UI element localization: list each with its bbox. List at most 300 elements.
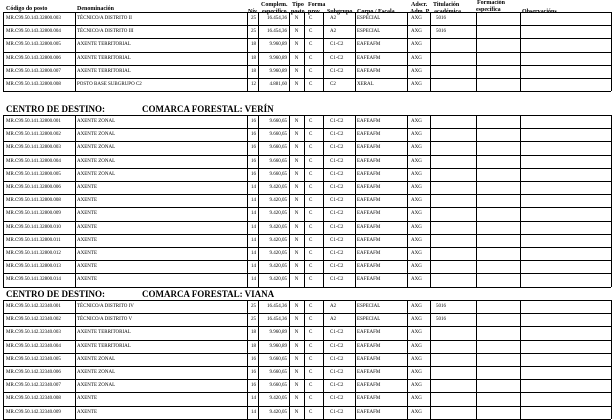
cell-denominacion: AXENTE TERRITORIAL xyxy=(77,42,131,47)
column-divider xyxy=(323,115,324,287)
cell-subgrupo: C1-C2 xyxy=(330,225,344,230)
cell-corpo: EAFEAFM xyxy=(357,198,381,203)
cell-subgrupo: C1-C2 xyxy=(330,198,344,203)
cell-forma: C xyxy=(309,370,313,375)
cell-complemento: 9.960,89 xyxy=(269,42,287,47)
cell-denominacion: AXENTE ZONAL xyxy=(77,357,116,362)
cell-corpo: EAFEAFM xyxy=(357,264,381,269)
column-divider xyxy=(289,12,290,91)
cell-nivel: 25 xyxy=(251,29,256,34)
header-corpo: Corpo / Escala xyxy=(357,9,395,15)
cell-nivel: 14 xyxy=(251,198,256,203)
cell-nivel: 18 xyxy=(251,56,256,61)
cell-nivel: 18 xyxy=(251,42,256,47)
cell-corpo: EAFEAFM xyxy=(357,42,381,47)
cell-forma: C xyxy=(309,119,313,124)
column-divider xyxy=(520,300,521,419)
cell-tipo: N xyxy=(294,383,299,388)
cell-nivel: 14 xyxy=(251,225,256,230)
header-titulacion-1: Titulación xyxy=(433,2,460,8)
cell-adscr: AXG xyxy=(411,29,422,34)
cell-denominacion: TÉCNICO/A DISTRITO III xyxy=(77,29,134,34)
cell-adscr: AXG xyxy=(411,251,422,256)
cell-tipo: N xyxy=(294,344,299,349)
cell-subgrupo: C1-C2 xyxy=(330,264,344,269)
cell-corpo: EAFEAFM xyxy=(357,69,381,74)
cell-corpo: EAFEAFM xyxy=(357,132,381,137)
cell-adscr: AXG xyxy=(411,69,422,74)
cell-corpo: EAFEAFM xyxy=(357,211,381,216)
cell-tipo: N xyxy=(294,251,299,256)
cell-denominacion: TÉCNICO/A DISTRITO V xyxy=(77,317,133,322)
cell-codigo: MR.C99.50.141.32800.008 xyxy=(6,198,61,203)
header-formacion-2: específica xyxy=(476,7,501,13)
cell-subgrupo: C1-C2 xyxy=(330,330,344,335)
cell-tipo: N xyxy=(294,330,299,335)
cell-nivel: 25 xyxy=(251,304,256,309)
cell-complemento: 9.960,89 xyxy=(269,344,287,349)
cell-subgrupo: A2 xyxy=(330,304,337,309)
cell-corpo: EAFEAFM xyxy=(357,370,381,375)
cell-nivel: 25 xyxy=(251,317,256,322)
cell-adscr: AXG xyxy=(411,370,422,375)
cell-denominacion: AXENTE ZONAL xyxy=(77,370,116,375)
cell-corpo: EAFEAFM xyxy=(357,357,381,362)
cell-corpo: EAFEAFM xyxy=(357,330,381,335)
cell-denominacion: AXENTE xyxy=(77,410,97,415)
cell-corpo: EAFEAFM xyxy=(357,251,381,256)
cell-subgrupo: C1-C2 xyxy=(330,69,344,74)
cell-complemento: 9.660,65 xyxy=(269,383,287,388)
cell-adscr: AXG xyxy=(411,383,422,388)
cell-forma: C xyxy=(309,344,313,349)
cell-complemento: 16.454,36 xyxy=(267,16,287,21)
cell-complemento: 9.420,05 xyxy=(269,251,287,256)
cell-complemento: 9.420,05 xyxy=(269,396,287,401)
cell-nivel: 16 xyxy=(251,357,256,362)
cell-complemento: 9.420,05 xyxy=(269,211,287,216)
cell-nivel: 12 xyxy=(251,82,256,87)
cell-adscr: AXG xyxy=(411,82,422,87)
cell-subgrupo: C1-C2 xyxy=(330,251,344,256)
cell-nivel: 16 xyxy=(251,119,256,124)
cell-denominacion: AXENTE xyxy=(77,251,97,256)
cell-codigo: MR.C99.50.143.32800.004 xyxy=(6,29,61,34)
column-divider xyxy=(3,300,4,419)
cell-forma: C xyxy=(309,211,313,216)
cell-denominacion: AXENTE xyxy=(77,198,97,203)
cell-denominacion: AXENTE xyxy=(77,185,97,190)
cell-complemento: 16.454,36 xyxy=(267,304,287,309)
cell-nivel: 14 xyxy=(251,238,256,243)
cell-adscr: AXG xyxy=(411,357,422,362)
column-divider xyxy=(304,115,305,287)
cell-codigo: MR.C99.50.141.32800.011 xyxy=(6,238,61,243)
cell-tipo: N xyxy=(294,410,299,415)
cell-subgrupo: C1-C2 xyxy=(330,277,344,282)
cell-codigo: MR.C99.50.142.32340.004 xyxy=(6,344,61,349)
cell-nivel: 14 xyxy=(251,211,256,216)
column-divider xyxy=(247,300,248,419)
cell-nivel: 16 xyxy=(251,159,256,164)
header-complemento-2: específico xyxy=(262,9,287,15)
cell-complemento: 9.420,05 xyxy=(269,185,287,190)
cell-forma: C xyxy=(309,42,313,47)
cell-tipo: N xyxy=(294,16,299,21)
cell-nivel: 16 xyxy=(251,383,256,388)
cell-forma: C xyxy=(309,238,313,243)
cell-denominacion: AXENTE ZONAL xyxy=(77,145,116,150)
cell-codigo: MR.C99.50.143.32800.008 xyxy=(6,82,61,87)
cell-subgrupo: C1-C2 xyxy=(330,145,344,150)
column-divider xyxy=(611,12,612,91)
column-divider xyxy=(75,115,76,287)
cell-adscr: AXG xyxy=(411,132,422,137)
header-complemento-1: Complem. xyxy=(261,2,288,8)
cell-adscr: AXG xyxy=(411,410,422,415)
column-divider xyxy=(355,12,356,91)
cell-denominacion: AXENTE TERRITORIAL xyxy=(77,56,131,61)
column-divider xyxy=(258,12,259,91)
cell-subgrupo: A2 xyxy=(330,16,337,21)
column-divider xyxy=(476,115,477,287)
cell-denominacion: AXENTE ZONAL xyxy=(77,119,116,124)
cell-complemento: 16.454,36 xyxy=(267,317,287,322)
cell-corpo: ESPECIAL xyxy=(357,16,381,21)
column-divider xyxy=(75,300,76,419)
cell-forma: C xyxy=(309,410,313,415)
cell-complemento: 9.660,65 xyxy=(269,172,287,177)
cell-forma: C xyxy=(309,330,313,335)
cell-forma: C xyxy=(309,277,313,282)
cell-forma: C xyxy=(309,357,313,362)
cell-denominacion: TÉCNICO/A DISTRITO IV xyxy=(77,304,134,309)
column-divider xyxy=(355,115,356,287)
column-divider xyxy=(247,115,248,287)
column-divider xyxy=(323,300,324,419)
cell-adscr: AXG xyxy=(411,344,422,349)
cell-complemento: 9.960,89 xyxy=(269,69,287,74)
cell-forma: C xyxy=(309,304,313,309)
cell-complemento: 9.960,89 xyxy=(269,330,287,335)
cell-nivel: 14 xyxy=(251,277,256,282)
cell-codigo: MR.C99.50.141.32800.004 xyxy=(6,159,61,164)
cell-forma: C xyxy=(309,16,313,21)
column-divider xyxy=(407,300,408,419)
cell-complemento: 9.420,05 xyxy=(269,238,287,243)
cell-codigo: MR.C99.50.141.32800.001 xyxy=(6,119,61,124)
cell-denominacion: AXENTE TERRITORIAL xyxy=(77,69,131,74)
cell-nivel: 14 xyxy=(251,264,256,269)
column-divider xyxy=(258,300,259,419)
header-subgrupo: Subgrupo xyxy=(327,9,353,15)
column-divider xyxy=(430,115,431,287)
cell-complemento: 9.420,05 xyxy=(269,410,287,415)
cell-codigo: MR.C99.50.142.32340.003 xyxy=(6,330,61,335)
cell-tipo: N xyxy=(294,145,299,150)
column-divider xyxy=(304,300,305,419)
cell-subgrupo: C1-C2 xyxy=(330,56,344,61)
cell-tipo: N xyxy=(294,56,299,61)
cell-adscr: AXG xyxy=(411,42,422,47)
cell-nivel: 16 xyxy=(251,145,256,150)
cell-complemento: 9.960,89 xyxy=(269,56,287,61)
cell-corpo: EAFEAFM xyxy=(357,159,381,164)
cell-subgrupo: C1-C2 xyxy=(330,42,344,47)
cell-subgrupo: C1-C2 xyxy=(330,172,344,177)
cell-corpo: EAFEAFM xyxy=(357,172,381,177)
cell-adscr: AXG xyxy=(411,198,422,203)
header-nivel: Nív. xyxy=(248,9,259,15)
header-tipo-2: posto xyxy=(291,9,305,15)
cell-subgrupo: C2 xyxy=(330,82,336,87)
cell-nivel: 16 xyxy=(251,172,256,177)
cell-subgrupo: C1-C2 xyxy=(330,383,344,388)
cell-adscr: AXG xyxy=(411,56,422,61)
cell-complemento: 9.420,05 xyxy=(269,225,287,230)
cell-forma: C xyxy=(309,172,313,177)
cell-adscr: AXG xyxy=(411,238,422,243)
cell-tipo: N xyxy=(294,198,299,203)
column-divider xyxy=(520,115,521,287)
header-codigo: Código do posto xyxy=(6,6,48,12)
cell-codigo: MR.C99.50.143.32800.003 xyxy=(6,16,61,21)
cell-nivel: 16 xyxy=(251,370,256,375)
column-divider xyxy=(3,12,4,91)
column-divider xyxy=(289,300,290,419)
column-divider xyxy=(430,300,431,419)
cell-corpo: EAFEAFM xyxy=(357,185,381,190)
cell-forma: C xyxy=(309,132,313,137)
column-divider xyxy=(258,115,259,287)
cell-complemento: 9.660,65 xyxy=(269,370,287,375)
cell-tipo: N xyxy=(294,172,299,177)
column-divider xyxy=(247,12,248,91)
cell-tipo: N xyxy=(294,357,299,362)
cell-corpo: EAFEAFM xyxy=(357,225,381,230)
cell-tipo: N xyxy=(294,370,299,375)
cell-denominacion: AXENTE ZONAL xyxy=(77,159,116,164)
cell-nivel: 14 xyxy=(251,410,256,415)
section-label-verin: CENTRO DE DESTINO: xyxy=(6,104,106,114)
cell-tipo: N xyxy=(294,29,299,34)
cell-adscr: AXG xyxy=(411,304,422,309)
cell-adscr: AXG xyxy=(411,145,422,150)
cell-adscr: AXG xyxy=(411,225,422,230)
cell-codigo: MR.C99.50.142.32340.001 xyxy=(6,304,61,309)
cell-subgrupo: C1-C2 xyxy=(330,132,344,137)
cell-nivel: 14 xyxy=(251,185,256,190)
cell-forma: C xyxy=(309,383,313,388)
cell-corpo: XERAL xyxy=(357,82,374,87)
cell-codigo: MR.C99.50.141.32800.006 xyxy=(6,185,61,190)
section-name-verin: COMARCA FORESTAL: VERÍN xyxy=(142,104,274,114)
cell-denominacion: AXENTE ZONAL xyxy=(77,132,116,137)
cell-subgrupo: C1-C2 xyxy=(330,211,344,216)
cell-complemento: 9.420,05 xyxy=(269,264,287,269)
cell-tipo: N xyxy=(294,317,299,322)
cell-corpo: EAFEAFM xyxy=(357,344,381,349)
cell-forma: C xyxy=(309,225,313,230)
cell-titulacion: 5016 xyxy=(436,304,446,309)
cell-corpo: EAFEAFM xyxy=(357,56,381,61)
cell-forma: C xyxy=(309,251,313,256)
cell-corpo: EAFEAFM xyxy=(357,277,381,282)
cell-tipo: N xyxy=(294,82,299,87)
column-divider xyxy=(304,12,305,91)
cell-tipo: N xyxy=(294,225,299,230)
cell-subgrupo: C1-C2 xyxy=(330,357,344,362)
cell-subgrupo: C1-C2 xyxy=(330,238,344,243)
cell-denominacion: AXENTE xyxy=(77,225,97,230)
cell-forma: C xyxy=(309,82,313,87)
cell-denominacion: TÉCNICO/A DISTRITO II xyxy=(77,16,132,21)
cell-adscr: AXG xyxy=(411,264,422,269)
cell-subgrupo: C1-C2 xyxy=(330,410,344,415)
cell-adscr: AXG xyxy=(411,172,422,177)
cell-denominacion: POSTO BASE SUBGRUPO C2 xyxy=(77,82,142,87)
cell-adscr: AXG xyxy=(411,277,422,282)
header-titulacion-2: académica xyxy=(434,9,461,15)
cell-codigo: MR.C99.50.141.32800.009 xyxy=(6,211,61,216)
column-divider xyxy=(476,300,477,419)
header-forma-1: Forma xyxy=(308,2,326,8)
row-separator xyxy=(3,287,611,288)
cell-corpo: EAFEAFM xyxy=(357,238,381,243)
cell-subgrupo: A2 xyxy=(330,29,337,34)
cell-complemento: 9.660,65 xyxy=(269,119,287,124)
cell-nivel: 25 xyxy=(251,16,256,21)
section-name-viana: COMARCA FORESTAL: VIANA xyxy=(142,289,275,299)
cell-nivel: 18 xyxy=(251,69,256,74)
cell-nivel: 14 xyxy=(251,251,256,256)
column-divider xyxy=(611,300,612,419)
cell-codigo: MR.C99.50.142.32340.008 xyxy=(6,396,61,401)
cell-tipo: N xyxy=(294,42,299,47)
cell-corpo: ESPECIAL xyxy=(357,317,381,322)
cell-titulacion: 5016 xyxy=(436,29,446,34)
cell-denominacion: AXENTE ZONAL xyxy=(77,172,116,177)
cell-denominacion: AXENTE xyxy=(77,396,97,401)
header-tipo-1: Tipo xyxy=(292,2,304,8)
header-denominacion: Denominación xyxy=(77,6,115,12)
cell-tipo: N xyxy=(294,159,299,164)
cell-codigo: MR.C99.50.143.32800.005 xyxy=(6,42,61,47)
cell-codigo: MR.C99.50.141.32800.012 xyxy=(6,251,61,256)
cell-subgrupo: C1-C2 xyxy=(330,159,344,164)
cell-tipo: N xyxy=(294,119,299,124)
cell-complemento: 4.881,60 xyxy=(269,82,287,87)
cell-corpo: EAFEAFM xyxy=(357,383,381,388)
cell-nivel: 18 xyxy=(251,344,256,349)
cell-adscr: AXG xyxy=(411,119,422,124)
cell-complemento: 9.660,65 xyxy=(269,132,287,137)
cell-subgrupo: C1-C2 xyxy=(330,119,344,124)
column-divider xyxy=(476,12,477,91)
cell-complemento: 16.454,36 xyxy=(267,29,287,34)
cell-codigo: MR.C99.50.141.32800.014 xyxy=(6,277,61,282)
cell-forma: C xyxy=(309,264,313,269)
cell-codigo: MR.C99.50.141.32800.002 xyxy=(6,132,61,137)
column-divider xyxy=(3,115,4,287)
column-divider xyxy=(430,12,431,91)
cell-forma: C xyxy=(309,159,313,164)
cell-complemento: 9.660,65 xyxy=(269,145,287,150)
column-divider xyxy=(355,300,356,419)
cell-adscr: AXG xyxy=(411,159,422,164)
cell-complemento: 9.420,05 xyxy=(269,277,287,282)
cell-adscr: AXG xyxy=(411,396,422,401)
cell-forma: C xyxy=(309,69,313,74)
cell-forma: C xyxy=(309,317,313,322)
cell-codigo: MR.C99.50.142.32340.002 xyxy=(6,317,61,322)
cell-subgrupo: C1-C2 xyxy=(330,185,344,190)
cell-denominacion: AXENTE TERRITORIAL xyxy=(77,330,131,335)
cell-codigo: MR.C99.50.142.32340.007 xyxy=(6,383,61,388)
cell-subgrupo: A2 xyxy=(330,317,337,322)
cell-nivel: 18 xyxy=(251,330,256,335)
column-divider xyxy=(407,12,408,91)
cell-denominacion: AXENTE xyxy=(77,238,97,243)
cell-codigo: MR.C99.50.141.32800.003 xyxy=(6,145,61,150)
cell-adscr: AXG xyxy=(411,211,422,216)
column-divider xyxy=(611,115,612,287)
cell-corpo: EAFEAFM xyxy=(357,410,381,415)
cell-tipo: N xyxy=(294,304,299,309)
cell-complemento: 9.420,05 xyxy=(269,198,287,203)
cell-corpo: EAFEAFM xyxy=(357,396,381,401)
cell-codigo: MR.C99.50.141.32800.013 xyxy=(6,264,61,269)
cell-denominacion: AXENTE xyxy=(77,211,97,216)
cell-codigo: MR.C99.50.143.32800.007 xyxy=(6,69,61,74)
header-forma-2: prov. xyxy=(308,9,322,15)
cell-denominacion: AXENTE xyxy=(77,264,97,269)
column-divider xyxy=(289,115,290,287)
cell-nivel: 16 xyxy=(251,132,256,137)
cell-tipo: N xyxy=(294,185,299,190)
cell-forma: C xyxy=(309,145,313,150)
cell-codigo: MR.C99.50.142.32340.009 xyxy=(6,410,61,415)
cell-forma: C xyxy=(309,198,313,203)
cell-tipo: N xyxy=(294,132,299,137)
cell-corpo: EAFEAFM xyxy=(357,145,381,150)
column-divider xyxy=(323,12,324,91)
header-observacions: Observacións xyxy=(522,9,557,15)
cell-codigo: MR.C99.50.142.32340.005 xyxy=(6,357,61,362)
cell-complemento: 9.660,65 xyxy=(269,159,287,164)
column-divider xyxy=(75,12,76,91)
cell-codigo: MR.C99.50.141.32800.010 xyxy=(6,225,61,230)
column-divider xyxy=(407,115,408,287)
cell-codigo: MR.C99.50.143.32800.006 xyxy=(6,56,61,61)
cell-denominacion: AXENTE TERRITORIAL xyxy=(77,344,131,349)
cell-corpo: EAFEAFM xyxy=(357,119,381,124)
cell-tipo: N xyxy=(294,211,299,216)
column-divider xyxy=(520,12,521,91)
header-adscr-2: Adm. P. xyxy=(410,9,431,15)
cell-subgrupo: C1-C2 xyxy=(330,370,344,375)
cell-tipo: N xyxy=(294,264,299,269)
cell-subgrupo: C1-C2 xyxy=(330,396,344,401)
cell-titulacion: 5016 xyxy=(436,317,446,322)
cell-nivel: 14 xyxy=(251,396,256,401)
header-adscr-1: Adscr. xyxy=(411,2,428,8)
cell-denominacion: AXENTE ZONAL xyxy=(77,383,116,388)
cell-adscr: AXG xyxy=(411,16,422,21)
cell-adscr: AXG xyxy=(411,185,422,190)
cell-complemento: 9.660,65 xyxy=(269,357,287,362)
row-separator xyxy=(3,91,611,92)
